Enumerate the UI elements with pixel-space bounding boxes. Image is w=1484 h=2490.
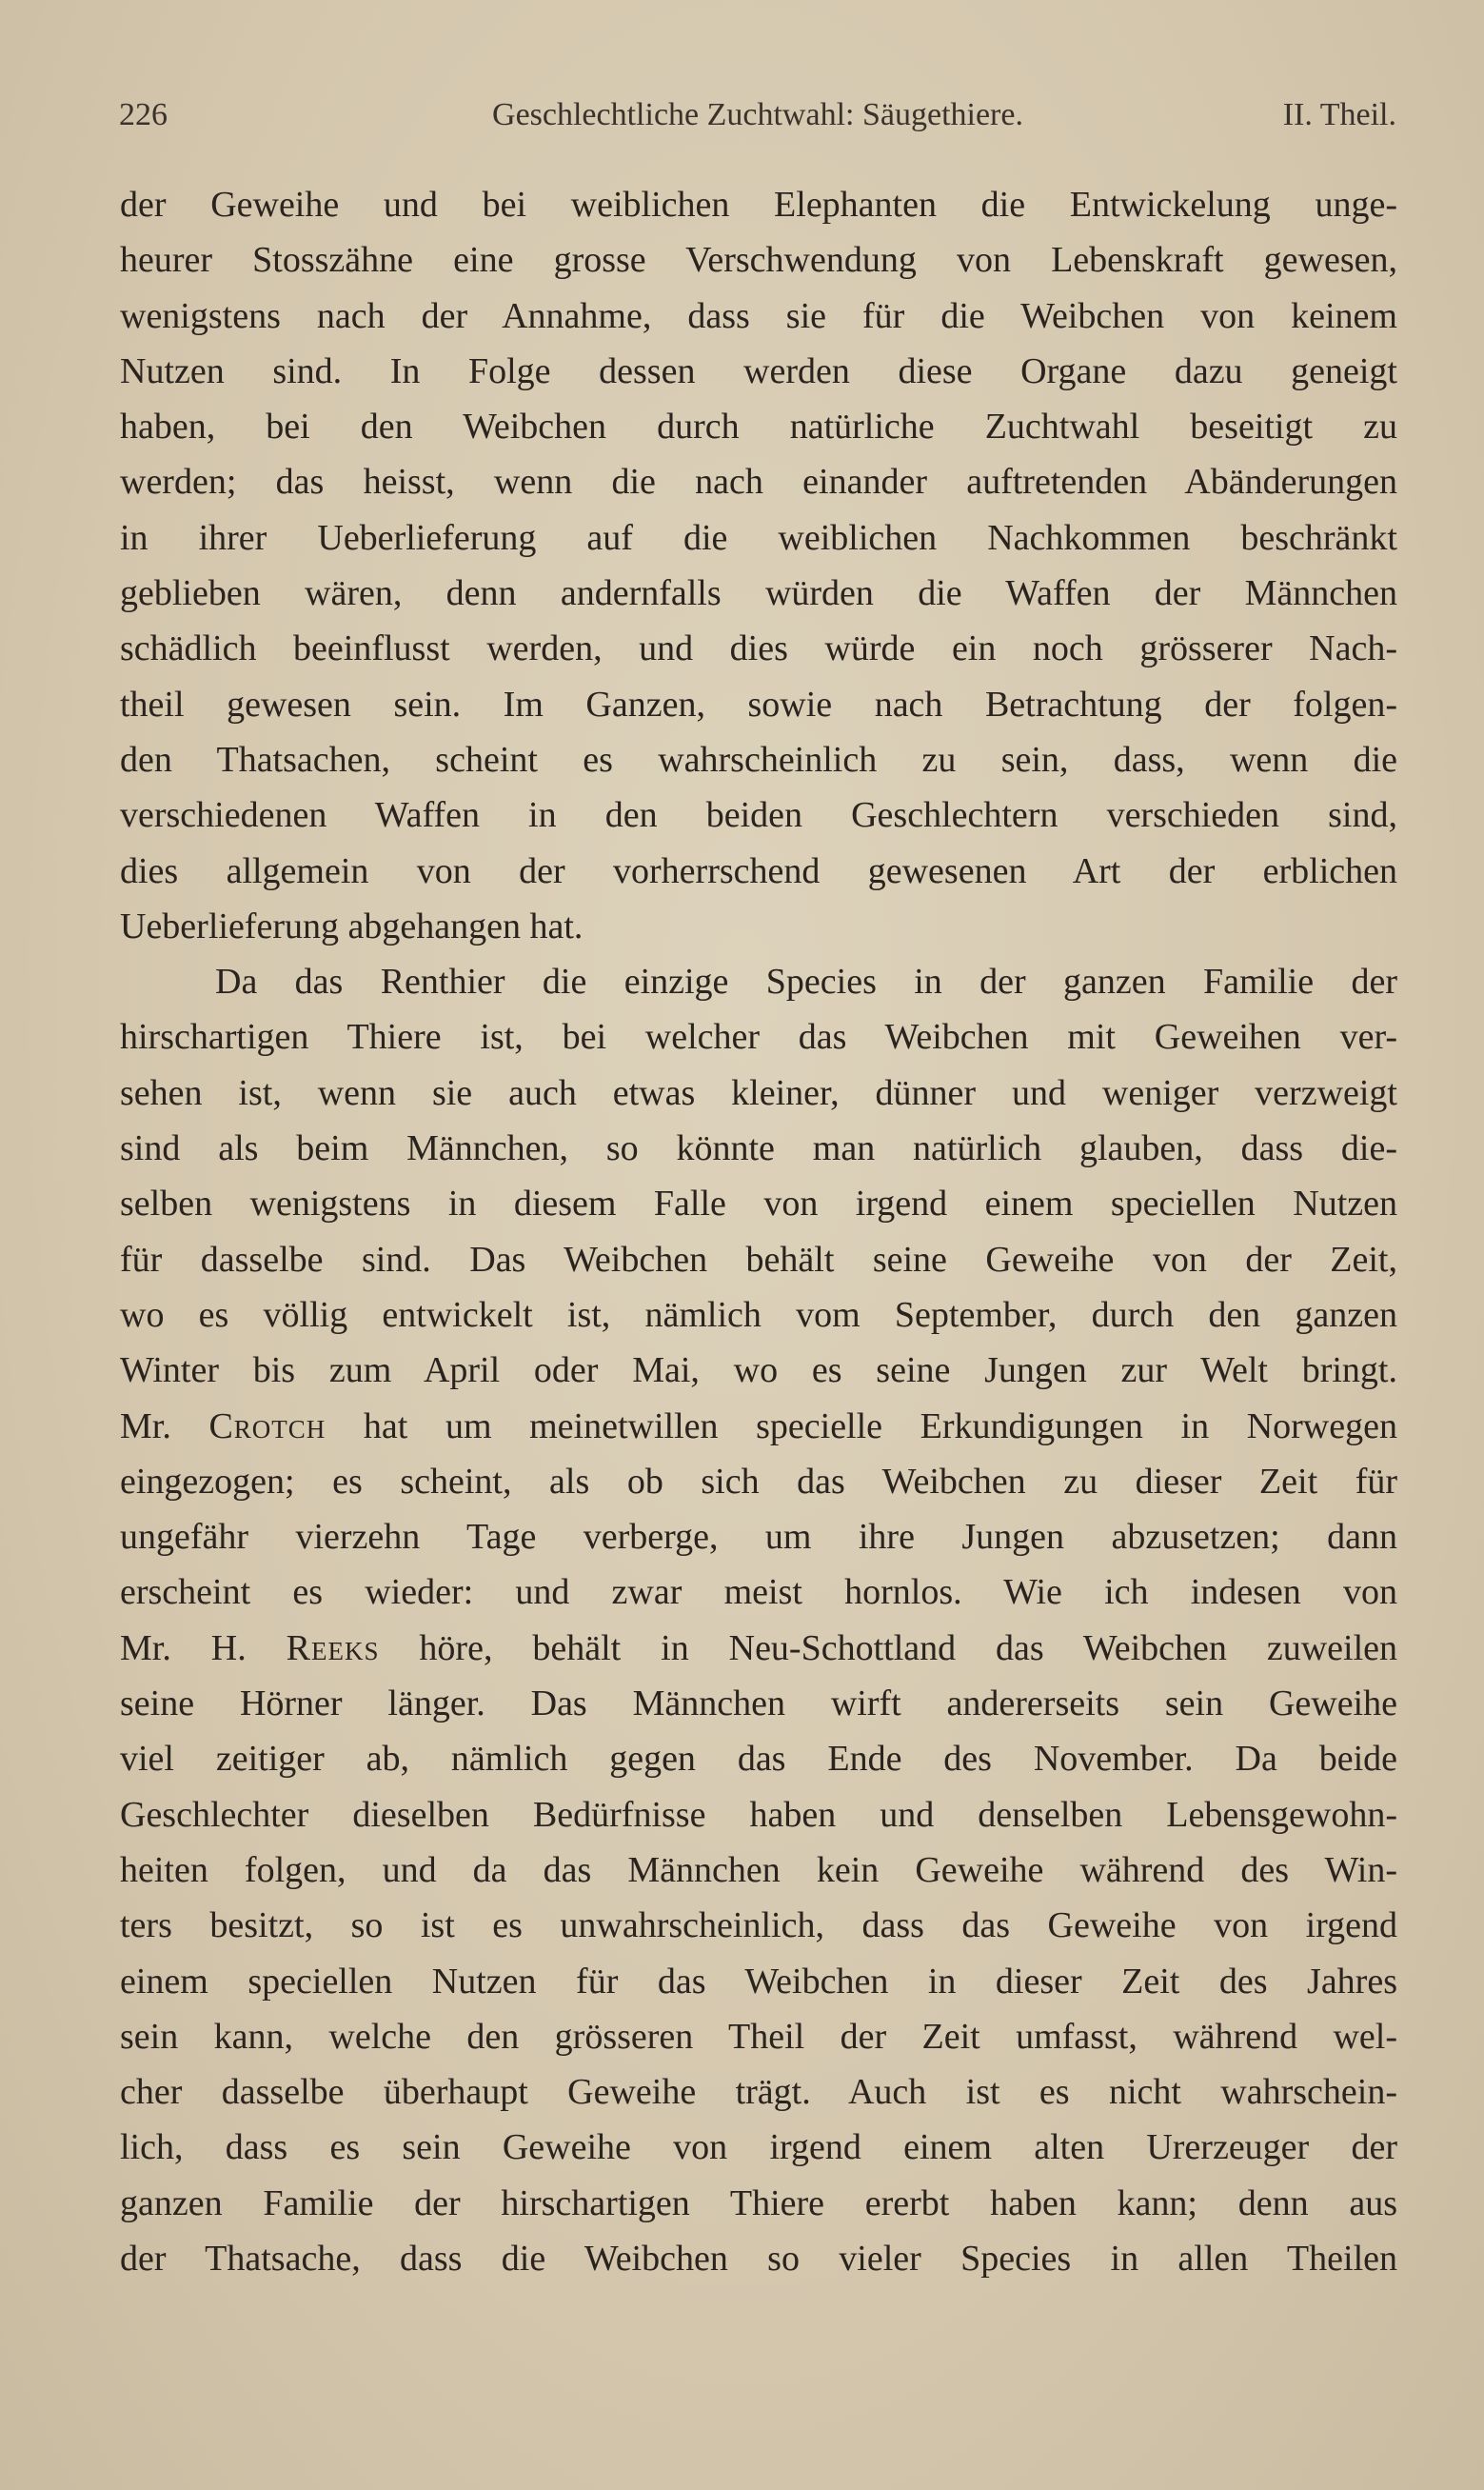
text-line: theil gewesen sein. Im Ganzen, sowie nach Betrachtung der folgen-	[120, 684, 1397, 725]
text-line: ungefähr vierzehn Tage verberge, um ihre Jungen abzusetzen; dann	[120, 1517, 1397, 1558]
text-line: cher dasselbe überhaupt Geweihe trägt. Auch ist es nicht wahrschein-	[120, 2072, 1397, 2113]
text-line: viel zeitiger ab, nämlich gegen das Ende des November. Da beide	[120, 1739, 1397, 1780]
body-text	[120, 177, 1397, 2286]
text-line: Mr. H. Reeks höre, behält in Neu-Schottland das Weibchen zuweilen	[120, 1627, 1397, 1668]
text-line: hirschartigen Thiere ist, bei welcher das Weibchen mit Geweihen ver-	[120, 1017, 1397, 1058]
page-header	[119, 93, 1396, 137]
text-line: der Geweihe und bei weiblichen Elephanten die Entwickelung unge-	[120, 185, 1397, 225]
page-number: 226	[119, 97, 168, 132]
text-line: Mr. Crotch hat um meinetwillen specielle Erkundigungen in Norwegen	[120, 1405, 1397, 1446]
text-line: Nutzen sind. In Folge dessen werden diese Organe dazu geneigt	[120, 350, 1397, 391]
author-name: Reeks	[286, 1627, 380, 1668]
text-line: wenigstens nach der Annahme, dass sie für die Weibchen von keinem	[120, 295, 1397, 336]
text-line: einem speciellen Nutzen für das Weibchen in dieser Zeit des Jahres	[120, 1961, 1397, 2002]
text-line: sehen ist, wenn sie auch etwas kleiner, dünner und weniger verzweigt	[120, 1072, 1397, 1113]
text-line: erscheint es wieder: und zwar meist hornlos. Wie ich indesen von	[120, 1572, 1397, 1613]
text-line: sein kann, welche den grösseren Theil der Zeit umfasst, während wel-	[120, 2016, 1397, 2057]
text-line: heiten folgen, und da das Männchen kein Geweihe während des Win-	[120, 1849, 1397, 1890]
text-line: der Thatsache, dass die Weibchen so vieler Species in allen Theilen	[120, 2238, 1397, 2279]
text-line: Winter bis zum April oder Mai, wo es seine Jungen zur Welt bringt.	[120, 1350, 1397, 1391]
text-line: heurer Stosszähne eine grosse Verschwendung von Lebenskraft gewesen,	[120, 240, 1397, 281]
running-title: Geschlechtliche Zuchtwahl: Säugethiere.	[492, 97, 1023, 132]
text-line: werden; das heisst, wenn die nach einander auftretenden Abänderungen	[120, 462, 1397, 503]
text-line: verschiedenen Waffen in den beiden Geschlechtern verschieden sind,	[120, 795, 1397, 836]
text-line: dies allgemein von der vorherrschend gewesenen Art der erblichen	[120, 850, 1397, 891]
text-line: seine Hörner länger. Das Männchen wirft andererseits sein Geweihe	[120, 1683, 1397, 1724]
text-line: den Thatsachen, scheint es wahrscheinlich zu sein, dass, wenn die	[120, 739, 1397, 780]
text-line: sind als beim Männchen, so könnte man natürlich glauben, dass die-	[120, 1128, 1397, 1169]
text-line: in ihrer Ueberlieferung auf die weiblichen Nachkommen beschränkt	[120, 517, 1397, 558]
text-line: lich, dass es sein Geweihe von irgend einem alten Urerzeuger der	[120, 2127, 1397, 2168]
text-line: ganzen Familie der hirschartigen Thiere ererbt haben kann; denn aus	[120, 2182, 1397, 2223]
text-line: geblieben wären, denn andernfalls würden die Waffen der Männchen	[120, 573, 1397, 614]
text-line: schädlich beeinflusst werden, und dies würde ein noch grösserer Nach-	[120, 628, 1397, 669]
text-line: für dasselbe sind. Das Weibchen behält seine Geweihe von der Zeit,	[120, 1239, 1397, 1280]
text-line: wo es völlig entwickelt ist, nämlich vom September, durch den ganzen	[120, 1294, 1397, 1335]
text-line: eingezogen; es scheint, als ob sich das Weibchen zu dieser Zeit für	[120, 1461, 1397, 1502]
text-line: Da das Renthier die einzige Species in der ganzen Familie der	[215, 962, 1397, 1003]
text-line: selben wenigstens in diesem Falle von irgend einem speciellen Nutzen	[120, 1184, 1397, 1225]
text-line: ters besitzt, so ist es unwahrscheinlich, dass das Geweihe von irgend	[120, 1905, 1397, 1946]
text-line: Geschlechter dieselben Bedürfnisse haben und denselben Lebensgewohn-	[120, 1794, 1397, 1835]
part-label: II. Theil.	[1282, 97, 1396, 132]
text-line: Ueberlieferung abgehangen hat.	[120, 906, 584, 946]
author-name: Crotch	[208, 1405, 326, 1446]
text-line: haben, bei den Weibchen durch natürliche Zuchtwahl beseitigt zu	[120, 407, 1397, 448]
